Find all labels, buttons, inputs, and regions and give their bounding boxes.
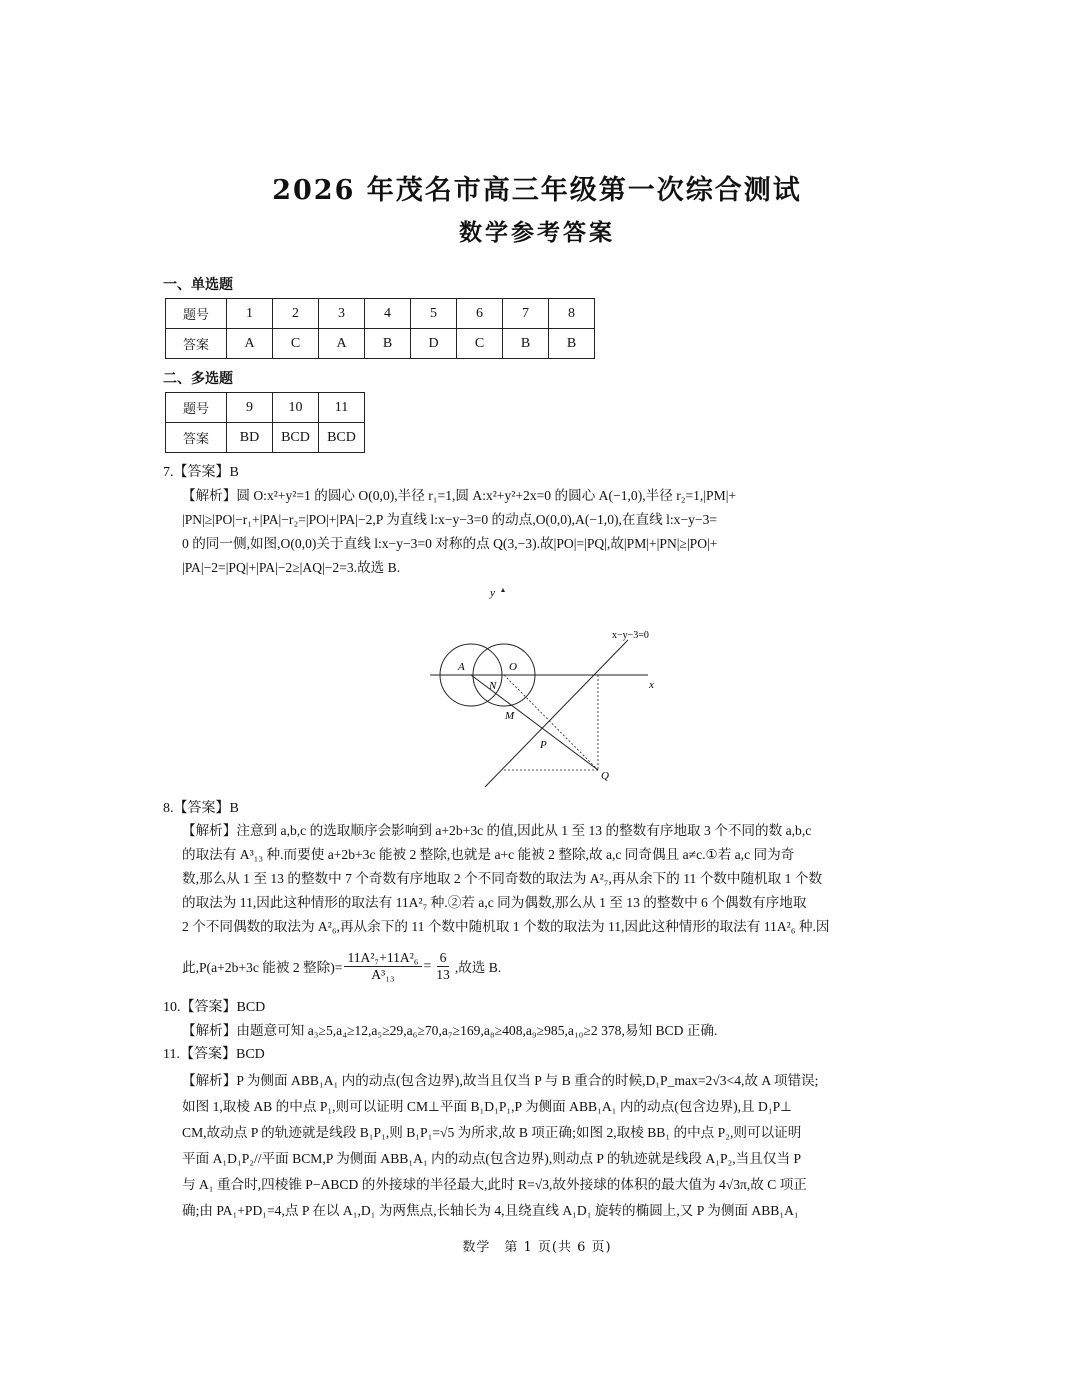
page-footer: 数学 第 1 页(共 6 页) bbox=[462, 1240, 612, 1255]
row-label: 题号 bbox=[166, 299, 227, 329]
equals-sign: = bbox=[423, 958, 432, 973]
text-line: 确;由 PA₁+PD₁=4,点 P 在以 A₁,D₁ 为两焦点,长轴长为 4,且绕直线 A₁D₁ 旋转的椭圆上,又 P 为侧面 ABB₁A₁ bbox=[182, 1203, 799, 1218]
y-axis-label: y bbox=[490, 587, 495, 599]
table-cell: 7 bbox=[503, 299, 549, 329]
point-label: M bbox=[505, 710, 515, 722]
fraction-denominator: A³₁₃ bbox=[371, 966, 395, 982]
table-cell: 5 bbox=[411, 299, 457, 329]
table-row bbox=[166, 329, 595, 359]
fraction-numerator: 11A²₇+11A²₆ bbox=[344, 950, 421, 967]
answer-table-multi bbox=[165, 392, 365, 453]
q11-explanation bbox=[182, 1068, 912, 1224]
section-heading-multi: 二、多选题 bbox=[163, 371, 233, 387]
table-cell: BCD bbox=[319, 423, 365, 453]
formula-prefix: 此,P(a+2b+3c 能被 2 整除)= bbox=[182, 960, 343, 975]
text-line: 数,那么从 1 至 13 的整数中 7 个奇数有序地取 2 个不同奇数的取法为 A²₇,再从余下的 11 个数中随机取 1 个数 bbox=[182, 871, 823, 886]
fraction bbox=[344, 950, 421, 983]
formula-suffix: ,故选 B. bbox=[454, 960, 502, 975]
table-cell: B bbox=[503, 329, 549, 359]
y-axis-arrow-icon bbox=[501, 588, 505, 592]
table-cell: A bbox=[227, 329, 273, 359]
text-line: 与 A₁ 重合时,四棱锥 P−ABCD 的外接球的半径最大,此时 R=√3,故外接球的体积的最大值为 4√3π,故 C 项正 bbox=[182, 1177, 807, 1192]
table-cell: 11 bbox=[319, 393, 365, 423]
table-cell: 6 bbox=[457, 299, 503, 329]
row-label: 题号 bbox=[166, 393, 227, 423]
q11-answer-head: 11.【答案】BCD bbox=[163, 1047, 265, 1062]
table-row bbox=[166, 299, 595, 329]
table-cell: 8 bbox=[549, 299, 595, 329]
q7-figure bbox=[420, 582, 670, 796]
q7-answer-head: 7.【答案】B bbox=[163, 465, 239, 480]
section-heading-single: 一、单选题 bbox=[163, 277, 233, 293]
text-line: 如图 1,取棱 AB 的中点 P₁,则可以证明 CM⊥平面 B₁D₁P₁,P 为侧面 ABB₁A₁ 内的动点(包含边界),且 D₁P⊥ bbox=[182, 1099, 792, 1114]
text-line: 2 个不同偶数的取法为 A²₆,再从余下的 11 个数中随机取 1 个数的取法为 11,因此这种情形的取法有 11A²₆ 种.因 bbox=[182, 919, 830, 934]
table-cell: 9 bbox=[227, 393, 273, 423]
table-cell: C bbox=[273, 329, 319, 359]
text-line: 【解析】由题意可知 a₃≥5,a₄≥12,a₅≥29,a₆≥70,a₇≥169,a₈≥408,a₉≥985,a₁₀≥2 378,易知 BCD 正确. bbox=[182, 1023, 718, 1038]
table-row bbox=[166, 393, 365, 423]
page-title: 2026 年茂名市高三年级第一次综合测试 bbox=[272, 175, 802, 206]
fraction-numerator: 6 bbox=[437, 950, 450, 967]
q10-explanation bbox=[182, 1019, 912, 1043]
table-cell: 4 bbox=[365, 299, 411, 329]
text-line: |PN|≥|PO|−r₁+|PA|−r₂=|PO|+|PA|−2,P 为直线 l:x−y−3=0 的动点,O(0,0),A(−1,0),在直线 l:x−y−3= bbox=[182, 512, 718, 527]
table-cell: C bbox=[457, 329, 503, 359]
table-cell: B bbox=[549, 329, 595, 359]
point-label: Q bbox=[601, 770, 609, 782]
table-row bbox=[166, 423, 365, 453]
table-cell: BCD bbox=[273, 423, 319, 453]
table-cell: 1 bbox=[227, 299, 273, 329]
fraction bbox=[433, 950, 453, 983]
x-axis-label: x bbox=[649, 679, 654, 691]
point-label: N bbox=[489, 680, 497, 692]
text-line: 平面 A₁D₁P₂//平面 BCM,P 为侧面 ABB₁A₁ 内的动点(包含边界),则动点 P 的轨迹就是线段 A₁P₂,当且仅当 P bbox=[182, 1151, 802, 1166]
table-cell: 10 bbox=[273, 393, 319, 423]
text-line: 的取法有 A³₁₃ 种.而要使 a+2b+3c 能被 2 整除,也就是 a+c 能被 2 整除,故 a,c 同奇偶且 a≠c.①若 a,c 同为奇 bbox=[182, 847, 795, 862]
q8-explanation bbox=[182, 819, 912, 939]
point-label: P bbox=[540, 739, 547, 751]
fraction-denominator: 13 bbox=[436, 966, 450, 982]
table-cell: A bbox=[319, 329, 365, 359]
text-line: |PA|−2=|PQ|+|PA|−2≥|AQ|−2=3.故选 B. bbox=[182, 560, 401, 575]
text-line: 的取法为 11,因此这种情形的取法有 11A²₇ 种.②若 a,c 同为偶数,那么从 1 至 13 的整数中 6 个偶数有序地取 bbox=[182, 895, 807, 910]
point-label: O bbox=[509, 661, 517, 673]
table-cell: 3 bbox=[319, 299, 365, 329]
dashed-oq bbox=[504, 675, 598, 770]
text-line: 【解析】注意到 a,b,c 的选取顺序会影响到 a+2b+3c 的值,因此从 1 至 13 的整数有序地取 3 个不同的数 a,b,c bbox=[182, 823, 812, 838]
q10-answer-head: 10.【答案】BCD bbox=[163, 1000, 266, 1015]
text-line: 0 的同一侧,如图,O(0,0)关于直线 l:x−y−3=0 对称的点 Q(3,−3).故|PO|=|PQ|,故|PM|+|PN|≥|PO|+ bbox=[182, 536, 718, 551]
line-l-label: x−y−3=0 bbox=[612, 630, 649, 641]
q8-answer-head: 8.【答案】B bbox=[163, 801, 239, 816]
page-subtitle: 数学参考答案 bbox=[459, 219, 615, 246]
table-cell: B bbox=[365, 329, 411, 359]
q8-formula bbox=[182, 946, 501, 986]
table-cell: 2 bbox=[273, 299, 319, 329]
text-line: 【解析】圆 O:x²+y²=1 的圆心 O(0,0),半径 r₁=1,圆 A:x²+y²+2x=0 的圆心 A(−1,0),半径 r₂=1,|PM|+ bbox=[182, 488, 737, 503]
text-line: 【解析】P 为侧面 ABB₁A₁ 内的动点(包含边界),故当且仅当 P 与 B 重合的时候,D₁P_max=2√3<4,故 A 项错误; bbox=[182, 1073, 819, 1088]
row-label: 答案 bbox=[166, 329, 227, 359]
text-line: CM,故动点 P 的轨迹就是线段 B₁P₁,则 B₁P₁=√5 为所求,故 B 项正确;如图 2,取棱 BB₁ 的中点 P₂,则可以证明 bbox=[182, 1125, 802, 1140]
answer-table-single bbox=[165, 298, 595, 359]
row-label: 答案 bbox=[166, 423, 227, 453]
point-label: A bbox=[458, 661, 465, 673]
q7-explanation bbox=[182, 484, 912, 580]
table-cell: BD bbox=[227, 423, 273, 453]
table-cell: D bbox=[411, 329, 457, 359]
